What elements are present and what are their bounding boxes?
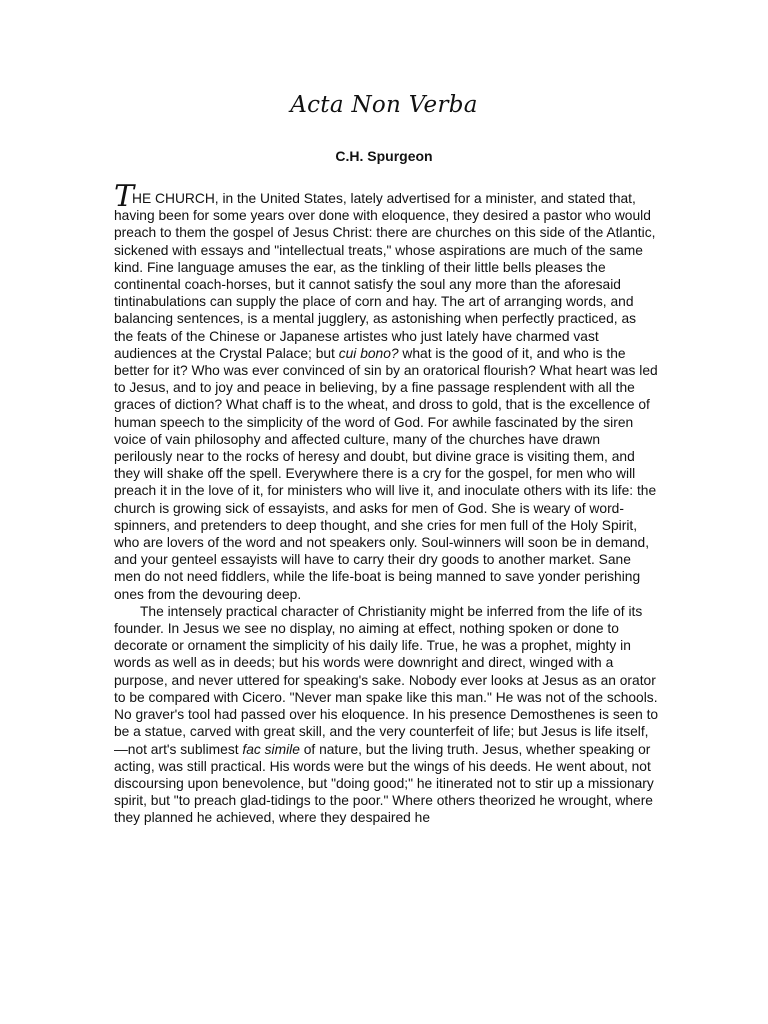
drop-cap: T	[114, 179, 135, 214]
paragraph-1	[114, 179, 659, 603]
paragraph-1-lead: HE CHURCH, in the United States, lately advertised for a minister, and stated that, having been for some years over done with eloquence, they desired a pastor who would preach to them the gospel of Jesus Christ: there are churches on this side of the Atlantic, sickened with essays and "intellectual treats," whose aspirations are much of the same kind. Fine language amuses the ear, as the tinkling of their little bells pleases the continental coach-horses, but it cannot satisfy the soul any more than the aforesaid tintinabulations can supply the place of corn and hay. The art of arranging words, and balancing sentences, is a mental jugglery, as astonishing when perfectly practiced, as the feats of the Chinese or Japanese artistes who just lately have charmed vast audiences at the Crystal Palace; but	[114, 191, 656, 361]
document-author: C.H. Spurgeon	[335, 148, 433, 164]
paragraph-2-lead: The intensely practical character of Christianity might be inferred from the life of its founder. In Jesus we see no display, no aiming at effect, nothing spoken or done to decorate or ornament the simplicity of his daily life. True, he was a prophet, mighty in words as well as in deeds; but his words were downright and direct, winged with a purpose, and never uttered for speaking's sake. Nobody ever looks at Jesus as an orator to be compared with Cicero. "Never man spake like this man." He was not of the schools. No graver's tool had passed over his eloquence. In his presence Demosthenes is seen to be a statue, carved with great skill, and the very counterfeit of life; but Jesus is life itself,—not art's sublimest	[114, 603, 659, 757]
paragraph-2	[114, 603, 659, 827]
paragraph-2-rest: of nature, but the living truth. Jesus, whether speaking or acting, was still practical. His words were but the wings of his deeds. He went about, not discoursing upon benevolence, but "doing good;" he itinerated not to stir up a missionary spirit, but "to preach glad-tidings to the poor." Where others theorized he wrought, where they planned he achieved, where they despaired he	[114, 741, 654, 826]
document-body	[114, 179, 659, 827]
document-title: Acta Non Verba	[290, 92, 478, 118]
paragraph-2-italic: fac simile	[242, 741, 300, 757]
paragraph-1-rest: what is the good of it, and who is the better for it? Who was ever convinced of sin by an oratorical flourish? What heart was led to Jesus, and to joy and peace in believing, by a fine passage resplendent with all the graces of diction? What chaff is to the wheat, and dross to gold, that is the excellence of human speech to the simplicity of the word of God. For awhile fascinated by the siren voice of vain philosophy and affected culture, many of the churches have drawn perilously near to the rocks of heresy and doubt, but divine grace is visiting them, and they will shake off the spell. Everywhere there is a cry for the gospel, for men who will preach it in the love of it, for ministers who will live it, and inoculate others with its life: the church is growing sick of essayists, and asks for men of God. She is weary of word-spinners, and pretenders to deep thought, and she cries for men full of the Holy Spirit, who are lovers of the word and not speakers only. Soul-winners will soon be in demand, and your genteel essayists will have to carry their dry goods to another market. Sane men do not need fiddlers, while the life-boat is being manned to save yonder perishing ones from the devouring deep.	[114, 345, 658, 602]
paragraph-1-italic: cui bono?	[338, 345, 399, 361]
